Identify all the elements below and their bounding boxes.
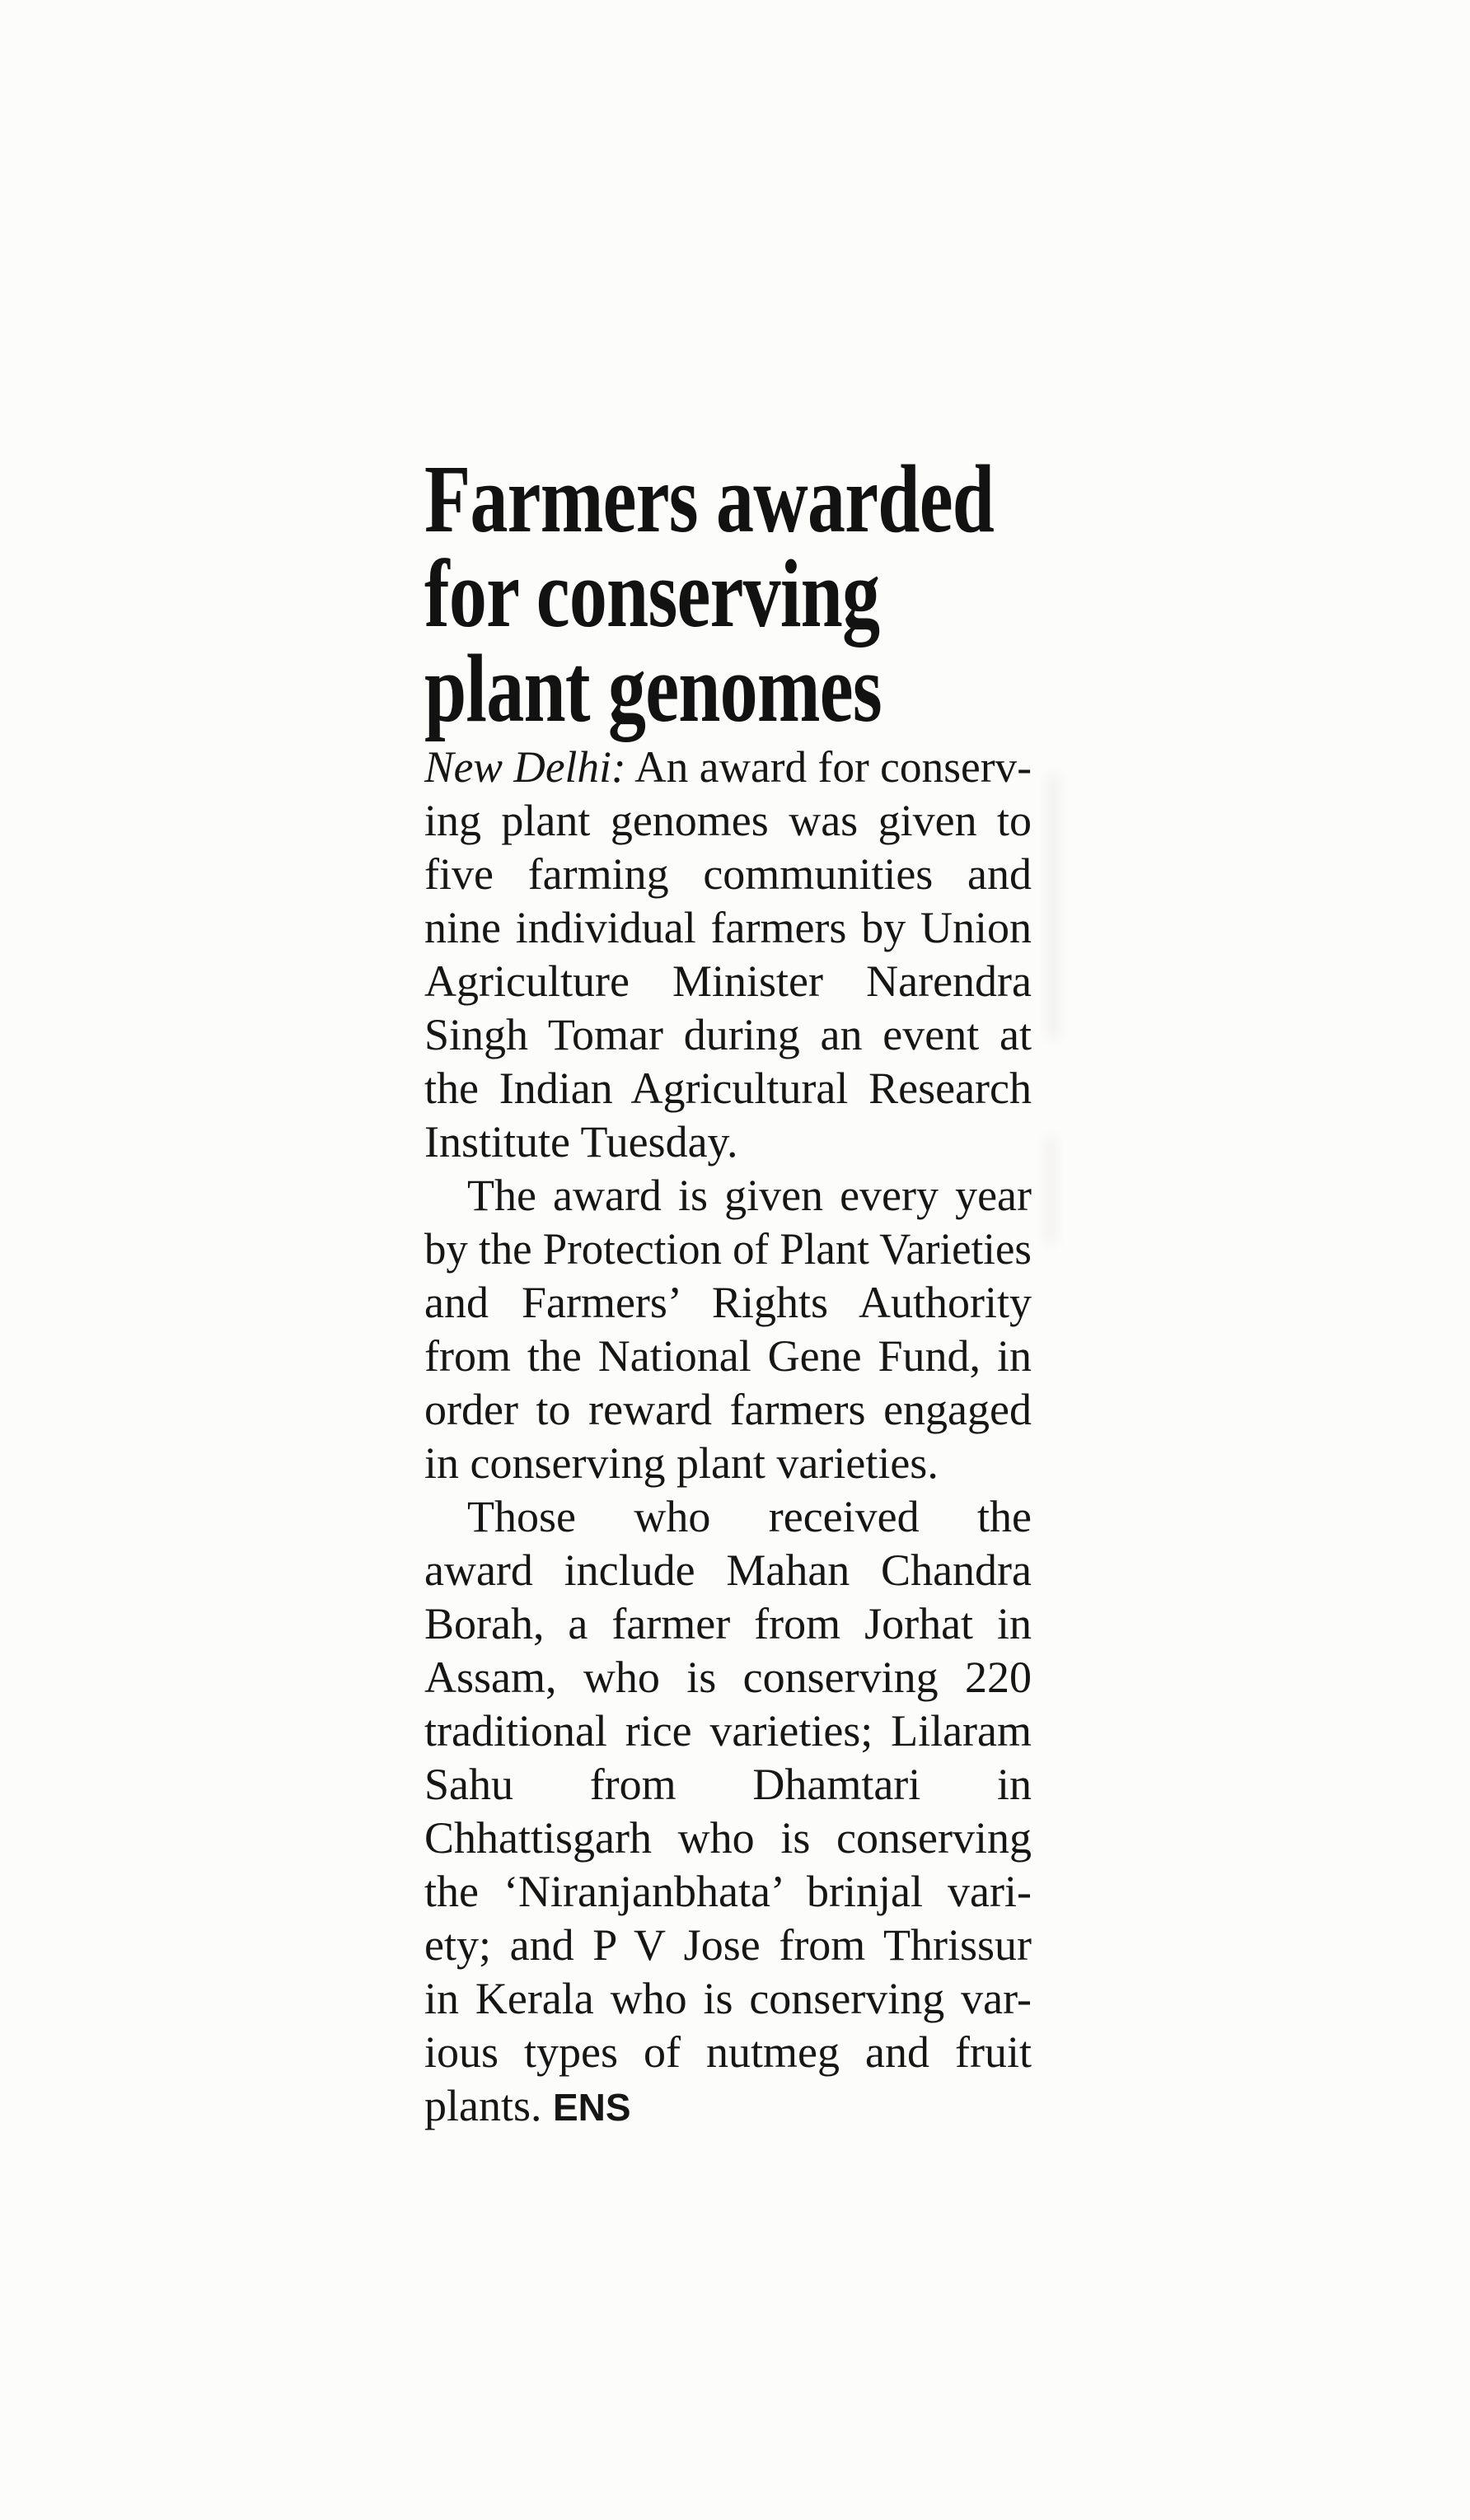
- body-line: [424, 741, 1032, 794]
- body-line: ety; and P V Jose from Thrissur: [424, 1920, 1032, 1970]
- body-line: Singh Tomar during an event at: [424, 1010, 1032, 1059]
- body-line: Those who received the: [467, 1492, 1032, 1541]
- body-line-text: An award for conserv-: [625, 742, 1032, 792]
- headline-line: for conserving: [424, 540, 880, 648]
- body-line: Sahu from Dhamtari in: [424, 1760, 1032, 1809]
- scan-smudge: [1048, 774, 1058, 1038]
- body-line: and Farmers’ Rights Authority: [424, 1278, 1032, 1327]
- body-line: five farming communities and: [424, 849, 1032, 899]
- headline-line: Farmers awarded: [424, 445, 995, 553]
- body-line: ious types of nutmeg and fruit: [424, 2027, 1032, 2077]
- body-line: in conserving plant varieties.: [424, 1438, 939, 1488]
- body-line: Chhattisgarh who is conserving: [424, 1813, 1032, 1863]
- body-line-text: plants.: [424, 2081, 542, 2130]
- body-line: [424, 2079, 1032, 2133]
- dateline: New Delhi:: [424, 742, 626, 792]
- headline-line: plant genomes: [424, 634, 882, 742]
- body-line: Assam, who is conserving 220: [424, 1653, 1032, 1702]
- body-line: by the Protection of Plant Varieties: [424, 1224, 1032, 1274]
- scan-smudge: [1046, 1137, 1055, 1244]
- body-line: Institute Tuesday.: [424, 1117, 738, 1166]
- body-line: the Indian Agricultural Research: [424, 1064, 1032, 1113]
- body-line: The award is given every year: [467, 1171, 1032, 1220]
- article-body: [424, 741, 1032, 2133]
- article-headline: [424, 445, 995, 742]
- body-line: traditional rice varieties; Lilaram: [424, 1706, 1032, 1756]
- news-agency-credit: ENS: [553, 2086, 631, 2129]
- body-line: award include Mahan Chandra: [424, 1545, 1032, 1595]
- body-line: in Kerala who is conserving var-: [424, 1974, 1032, 2023]
- body-line: ing plant genomes was given to: [424, 796, 1032, 845]
- body-line: from the National Gene Fund, in: [424, 1331, 1032, 1381]
- body-line: the ‘Niranjanbhata’ brinjal vari-: [424, 1867, 1032, 1916]
- news-article: [424, 445, 1032, 2133]
- body-line: nine individual farmers by Union: [424, 903, 1032, 952]
- body-line: Borah, a farmer from Jorhat in: [424, 1599, 1032, 1648]
- body-line: order to reward farmers engaged: [424, 1385, 1032, 1434]
- body-line: Agriculture Minister Narendra: [424, 956, 1032, 1006]
